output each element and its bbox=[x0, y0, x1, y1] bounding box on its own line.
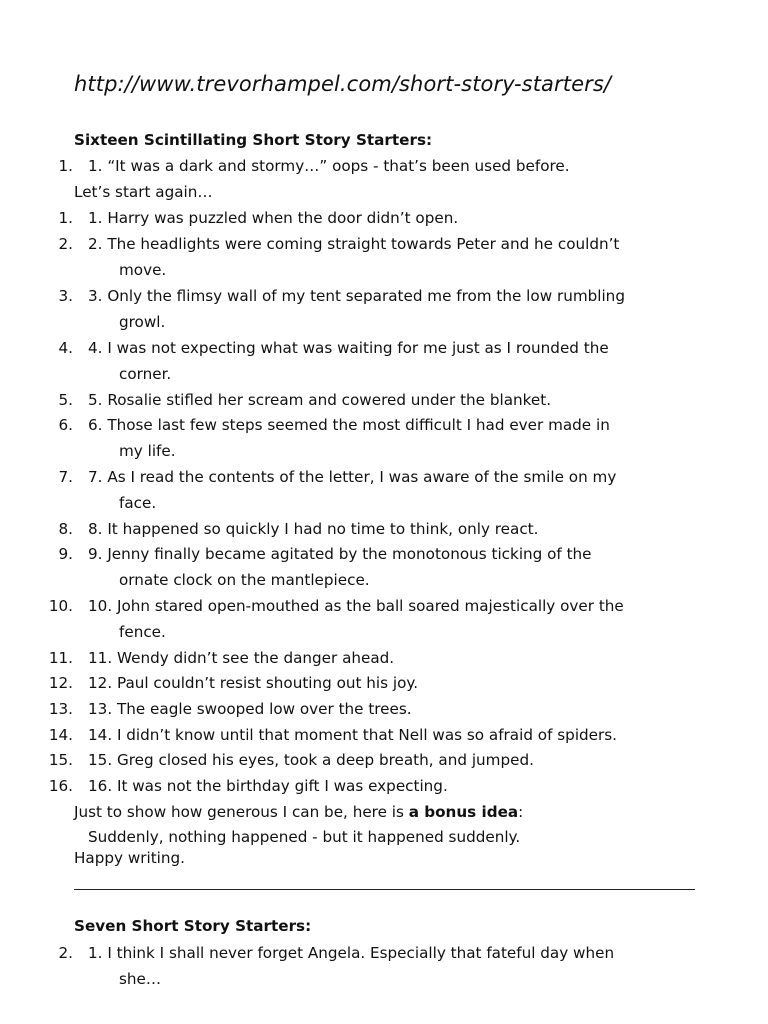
list-number: 7. bbox=[58, 468, 73, 486]
list-number: 5. bbox=[58, 391, 73, 409]
list-text bbox=[88, 773, 694, 799]
list-text-line: 16. It was not the birthday gift I was expecting. bbox=[88, 777, 448, 795]
list-number: 2. bbox=[58, 944, 73, 962]
list-number: 1. bbox=[58, 209, 73, 227]
list-text-line: 6. Those last few steps seemed the most difficult I had ever made in bbox=[88, 416, 610, 434]
list-text-line: 13. The eagle swooped low over the trees. bbox=[88, 700, 412, 718]
list-text bbox=[88, 283, 694, 335]
list-text bbox=[88, 387, 694, 413]
list-text-line: 5. Rosalie stifled her scream and cowered under the blanket. bbox=[88, 391, 552, 409]
list-text bbox=[88, 940, 694, 992]
section1-heading: Sixteen Scintillating Short Story Starters: bbox=[74, 131, 433, 149]
list-text-line: 7. As I read the contents of the letter, I was aware of the smile on my bbox=[88, 468, 617, 486]
list-text bbox=[88, 464, 694, 516]
bonus-suffix: : bbox=[518, 803, 524, 821]
list-text-continuation: growl. bbox=[119, 313, 166, 331]
list-number: 13. bbox=[48, 700, 73, 718]
list-text-line: 10. John stared open-mouthed as the ball soared majestically over the bbox=[88, 597, 624, 615]
bonus-bold: a bonus idea bbox=[408, 803, 519, 821]
list-number: 2. bbox=[58, 235, 73, 253]
list-text bbox=[88, 722, 694, 748]
list-text-continuation: face. bbox=[119, 494, 157, 512]
list-text-line: 14. I didn’t know until that moment that Nell was so afraid of spiders. bbox=[88, 726, 618, 744]
list-number: 10. bbox=[48, 597, 73, 615]
list-text-continuation: she… bbox=[119, 970, 162, 988]
list-number: 16. bbox=[48, 777, 73, 795]
list-text bbox=[88, 696, 694, 722]
section-divider bbox=[74, 889, 695, 890]
list-text bbox=[88, 747, 694, 773]
list-number: 9. bbox=[58, 545, 73, 563]
list-number: 11. bbox=[48, 649, 73, 667]
bonus-line bbox=[74, 803, 523, 821]
list-text-continuation: ornate clock on the mantlepiece. bbox=[119, 571, 370, 589]
list-number: 3. bbox=[58, 287, 73, 305]
closing-line: Happy writing. bbox=[74, 849, 185, 867]
list-text-continuation: my life. bbox=[119, 442, 176, 460]
section2-heading: Seven Short Story Starters: bbox=[74, 917, 312, 935]
list-number: 4. bbox=[58, 339, 73, 357]
list-text-line: 12. Paul couldn’t resist shouting out his joy. bbox=[88, 674, 419, 692]
list-text-line: 11. Wendy didn’t see the danger ahead. bbox=[88, 649, 395, 667]
list-text bbox=[88, 541, 694, 593]
restart-line: Let’s start again… bbox=[74, 183, 213, 201]
list-number: 8. bbox=[58, 520, 73, 538]
list-number: 15. bbox=[48, 751, 73, 769]
list-text bbox=[88, 593, 694, 645]
list-text-line: 15. Greg closed his eyes, took a deep breath, and jumped. bbox=[88, 751, 534, 769]
list-number: 1. bbox=[58, 157, 73, 175]
bonus-prefix: Just to show how generous I can be, here is bbox=[74, 803, 409, 821]
bonus-text: Suddenly, nothing happened - but it happened suddenly. bbox=[88, 828, 521, 846]
list-text bbox=[88, 516, 694, 542]
list-text-continuation: fence. bbox=[119, 623, 166, 641]
list-text-line: 1. Harry was puzzled when the door didn’t open. bbox=[88, 209, 459, 227]
list-text bbox=[88, 231, 694, 283]
list-text-line: 3. Only the flimsy wall of my tent separated me from the low rumbling bbox=[88, 287, 625, 305]
list-number: 14. bbox=[48, 726, 73, 744]
list-text bbox=[88, 335, 694, 387]
list-text-line: 8. It happened so quickly I had no time to think, only react. bbox=[88, 520, 539, 538]
list-text-line: 4. I was not expecting what was waiting for me just as I rounded the bbox=[88, 339, 609, 357]
list-text bbox=[88, 645, 694, 671]
source-url: http://www.trevorhampel.com/short-story-starters/ bbox=[74, 72, 612, 96]
list-text bbox=[88, 670, 694, 696]
list-text-line: 1. I think I shall never forget Angela. Especially that fateful day when bbox=[88, 944, 615, 962]
list-text-line: 2. The headlights were coming straight towards Peter and he couldn’t bbox=[88, 235, 620, 253]
list-text-continuation: corner. bbox=[119, 365, 172, 383]
list-text bbox=[88, 205, 694, 231]
list-text: 1. “It was a dark and stormy…” oops - that’s been used before. bbox=[88, 157, 570, 175]
list-text bbox=[88, 412, 694, 464]
list-text-line: 9. Jenny finally became agitated by the monotonous ticking of the bbox=[88, 545, 592, 563]
list-text-continuation: move. bbox=[119, 261, 167, 279]
list-number: 12. bbox=[48, 674, 73, 692]
list-number: 6. bbox=[58, 416, 73, 434]
